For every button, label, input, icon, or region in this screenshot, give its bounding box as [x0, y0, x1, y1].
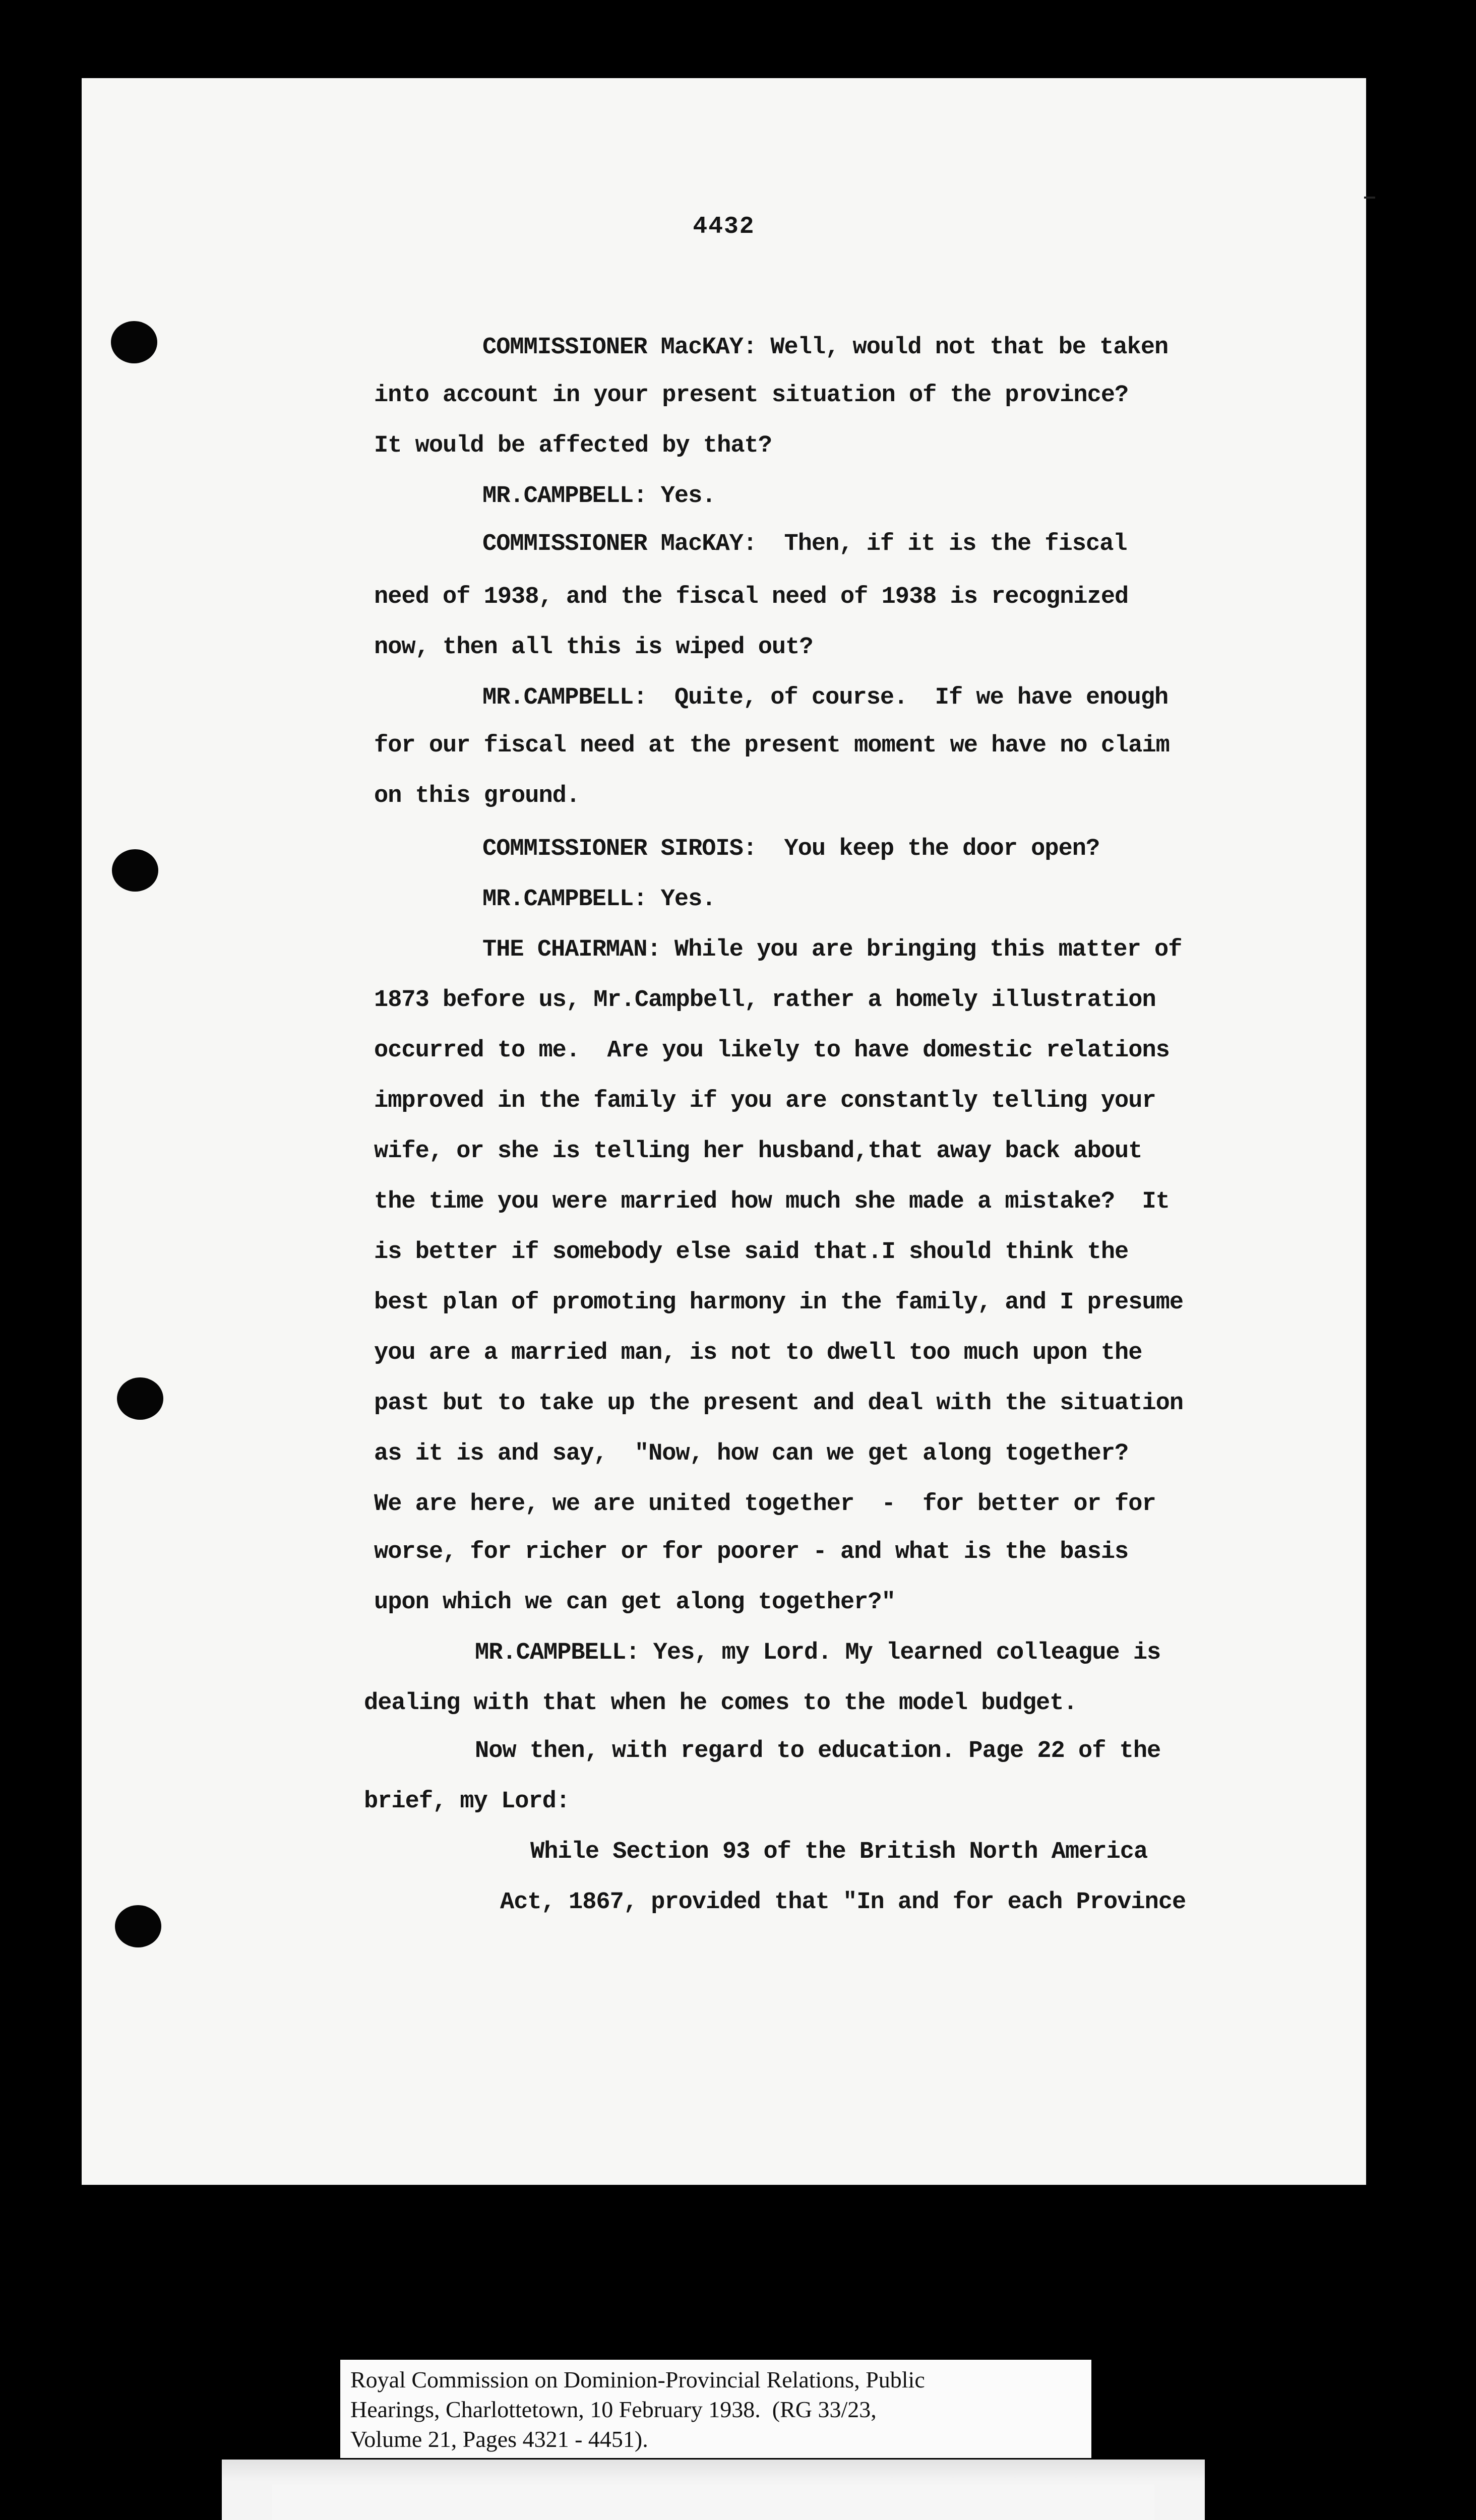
- transcript-line: MR.CAMPBELL: Yes, my Lord. My learned colleague is: [475, 1640, 1161, 1666]
- transcript-line: 1873 before us, Mr.Campbell, rather a homely illustration: [374, 987, 1156, 1014]
- transcript-line: into account in your present situation of the province?: [374, 382, 1129, 409]
- transcript-line: COMMISSIONER SIROIS: You keep the door open?: [482, 836, 1100, 862]
- transcript-line: worse, for richer or for poorer - and what is the basis: [374, 1539, 1129, 1565]
- punch-hole: [112, 849, 158, 892]
- transcript-line: MR.CAMPBELL: Quite, of course. If we have enough: [482, 684, 1168, 711]
- transcript-line: improved in the family if you are constantly telling your: [374, 1088, 1156, 1114]
- transcript-line: the time you were married how much she made a mistake? It: [374, 1188, 1170, 1215]
- transcript-line: as it is and say, "Now, how can we get along together?: [374, 1440, 1129, 1467]
- caption-line: Hearings, Charlottetown, 10 February 1938. (RG 33/23,: [350, 2397, 877, 2422]
- caption-line: Royal Commission on Dominion-Provincial Relations, Public: [350, 2367, 925, 2392]
- transcript-line: MR.CAMPBELL: Yes.: [482, 483, 716, 510]
- transcript-line: past but to take up the present and deal with the situation: [374, 1390, 1184, 1417]
- transcript-line: While Section 93 of the British North America: [530, 1839, 1148, 1865]
- transcript-line: brief, my Lord:: [364, 1788, 570, 1815]
- transcript-line: upon which we can get along together?": [374, 1589, 895, 1616]
- archives-stamp-label: [272, 2485, 1154, 2520]
- transcript-line: dealing with that when he comes to the model budget.: [364, 1690, 1077, 1717]
- page-edge-mark: [1364, 197, 1375, 199]
- punch-hole: [111, 321, 157, 363]
- transcript-line: is better if somebody else said that.I should think the: [374, 1239, 1129, 1266]
- page-number: 4432: [693, 213, 755, 240]
- transcript-line: COMMISSIONER MacKAY: Well, would not that be taken: [482, 334, 1168, 361]
- transcript-line: MR.CAMPBELL: Yes.: [482, 886, 716, 913]
- caption-line: Volume 21, Pages 4321 - 4451).: [350, 2426, 648, 2452]
- transcript-line: for our fiscal need at the present moment we have no claim: [374, 732, 1170, 759]
- archives-stamp: [222, 2460, 1205, 2520]
- transcript-line: Now then, with regard to education. Page 22 of the: [475, 1738, 1161, 1765]
- transcript-line: It would be affected by that?: [374, 432, 772, 459]
- punch-hole: [117, 1377, 163, 1420]
- transcript-line: now, then all this is wiped out?: [374, 634, 813, 661]
- transcript-line: best plan of promoting harmony in the family, and I presume: [374, 1289, 1184, 1316]
- archive-caption: [340, 2360, 1091, 2458]
- transcript-line: need of 1938, and the fiscal need of 1938 is recognized: [374, 584, 1129, 610]
- transcript-line: occurred to me. Are you likely to have domestic relations: [374, 1037, 1170, 1064]
- document-page: [82, 78, 1366, 2185]
- transcript-line: wife, or she is telling her husband,that away back about: [374, 1138, 1142, 1165]
- transcript-line: you are a married man, is not to dwell too much upon the: [374, 1340, 1142, 1366]
- transcript-line: COMMISSIONER MacKAY: Then, if it is the fiscal: [482, 531, 1127, 557]
- transcript-line: on this ground.: [374, 783, 580, 809]
- punch-hole: [115, 1905, 161, 1947]
- transcript-line: Act, 1867, provided that "In and for each Province: [500, 1889, 1186, 1916]
- transcript-line: THE CHAIRMAN: While you are bringing this matter of: [482, 936, 1182, 963]
- transcript-line: We are here, we are united together - for better or for: [374, 1491, 1156, 1518]
